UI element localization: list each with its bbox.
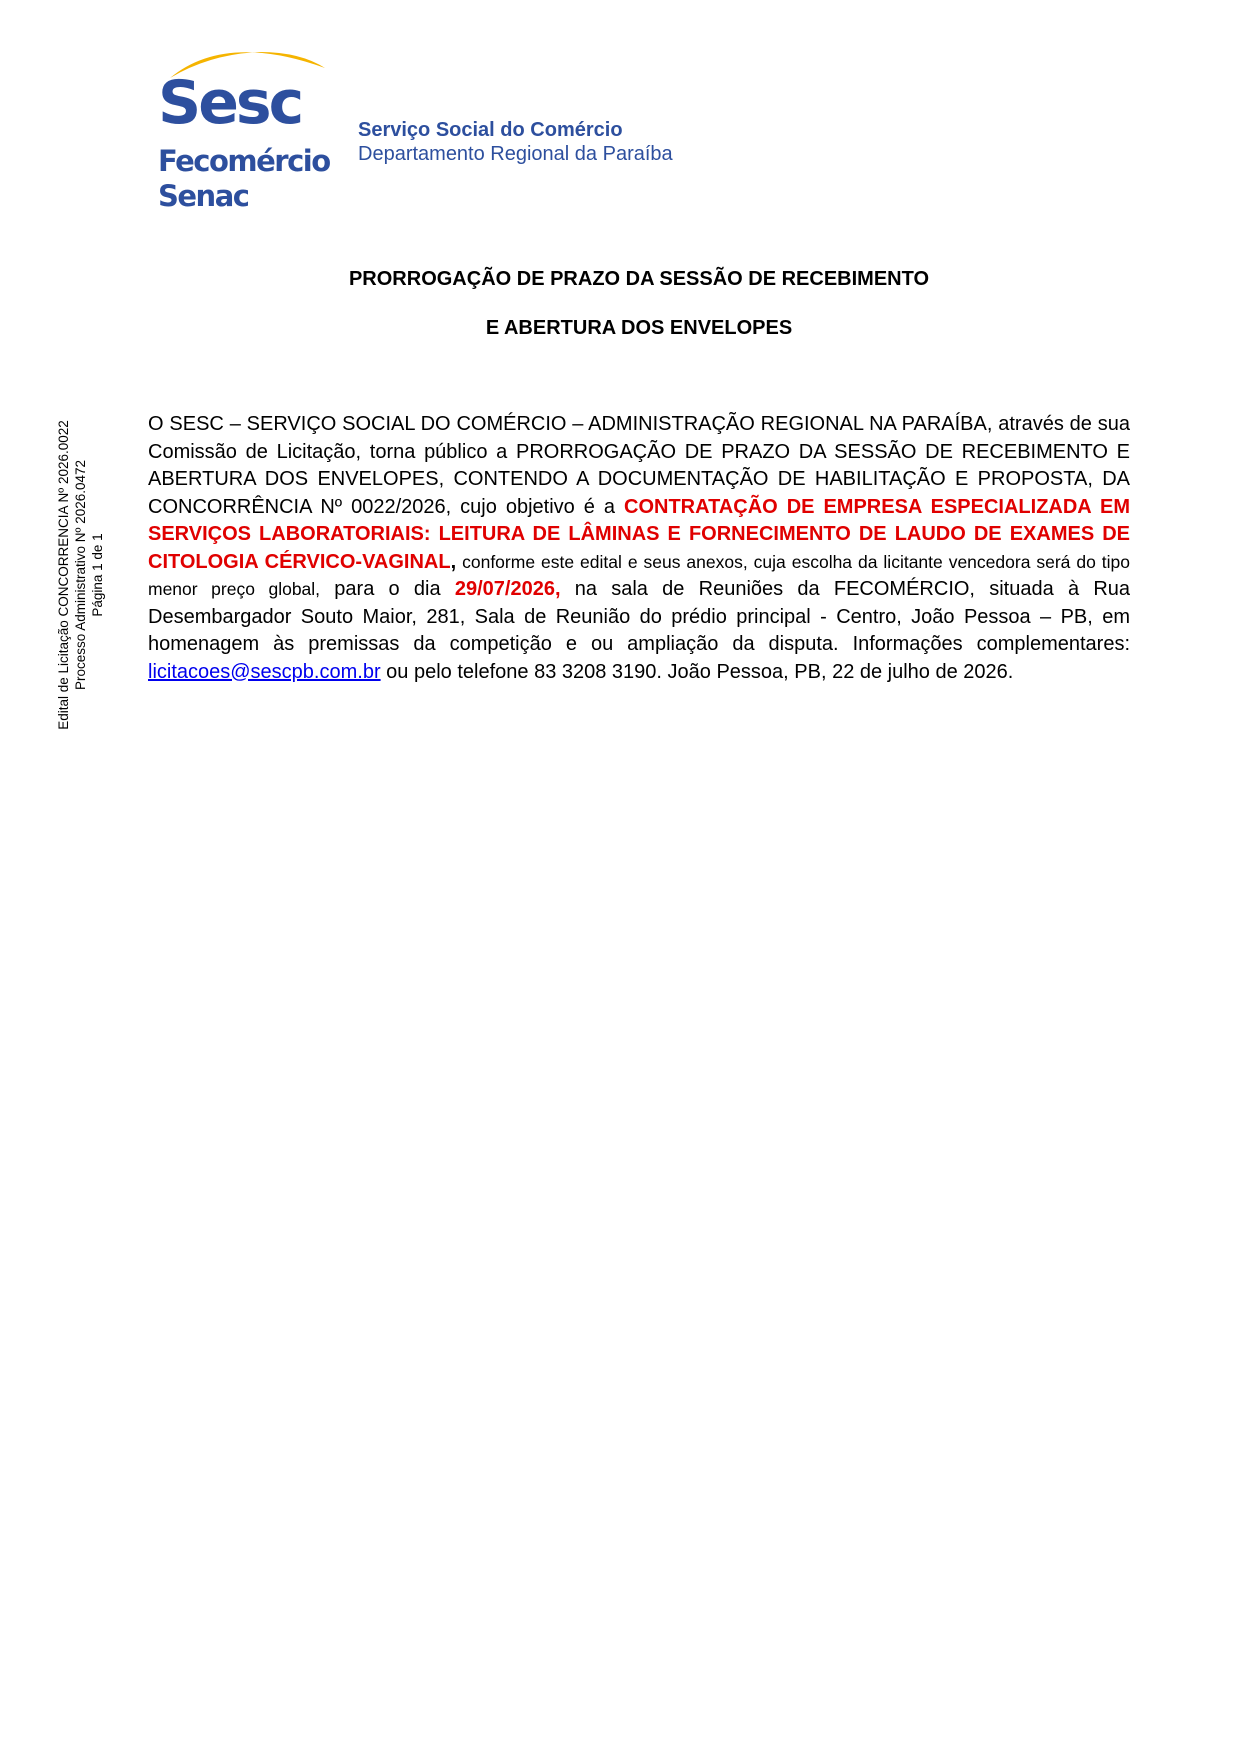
organization-header <box>358 118 673 166</box>
body-closing-text: ou pelo telefone 83 3208 3190. João Pessoa, PB, 22 de julho de 2026. <box>380 660 1014 683</box>
organization-name: Serviço Social do Comércio <box>358 119 623 141</box>
side-document-stamp <box>55 390 106 760</box>
logo-senac-word: Senac <box>158 179 249 213</box>
contact-email-link[interactable]: licitacoes@sescpb.com.br <box>148 660 381 683</box>
sesc-fecomercio-senac-logo <box>150 40 330 220</box>
body-object-highlight: CONTRATAÇÃO DE EMPRESA ESPECIALIZADA EM SERVIÇOS LABORATORIAIS: LEITURA DE LÂMINAS E FORNECIMENTO DE LAUDO DE EXAMES DE CITOLOGIA CÉRVICO-VAGINAL <box>148 495 1130 573</box>
body-intro-text: O SESC – SERVIÇO SOCIAL DO COMÉRCIO – ADMINISTRAÇÃO REGIONAL NA PARAÍBA, através de sua Comissão de Licitação, torna público a PRORROGAÇÃO DE PRAZO DA SESSÃO DE RECEBIMENTO E ABERTURA DOS ENVELOPES, CONTENDO A DOCUMENTAÇÃO DE HABILITAÇÃO E PROPOSTA, DA CONCORRÊNCIA Nº 0022/2026, cujo objetivo é a <box>148 413 1130 518</box>
document-title-line-1: PRORROGAÇÃO DE PRAZO DA SESSÃO DE RECEBIMENTO <box>348 268 930 290</box>
body-date-lead: para o dia <box>320 578 455 600</box>
body-session-date: 29/07/2026, <box>454 578 561 600</box>
stamp-line-edital: Edital de Licitação CONCORRENCIA Nº 2026.0022 <box>56 420 71 730</box>
notice-body-paragraph <box>148 411 1130 686</box>
logo-sesc-word: Sesc <box>158 68 302 138</box>
document-title-line-2: E ABERTURA DOS ENVELOPES <box>485 317 793 339</box>
body-location-text: na sala de Reuniões da FECOMÉRCIO, situada à Rua Desembargador Souto Maior, 281, Sala de Reunião do prédio principal - Centro, João Pessoa – PB, em homenagem às premissas da competição e ou ampliação da disputa. Informações complementares: <box>148 578 1131 655</box>
logo-fecomercio-word: Fecomércio <box>158 144 330 178</box>
organization-department: Departamento Regional da Paraíba <box>358 143 673 165</box>
stamp-line-pagina: Página 1 de 1 <box>90 533 105 617</box>
stamp-line-processo: Processo Administrativo Nº 2026.0472 <box>73 459 88 691</box>
body-edital-clause: conforme este edital e seus anexos, cuja escolha da licitante vencedora será do tipo menor preço global, <box>148 551 1131 599</box>
body-object-comma: , <box>450 550 457 573</box>
